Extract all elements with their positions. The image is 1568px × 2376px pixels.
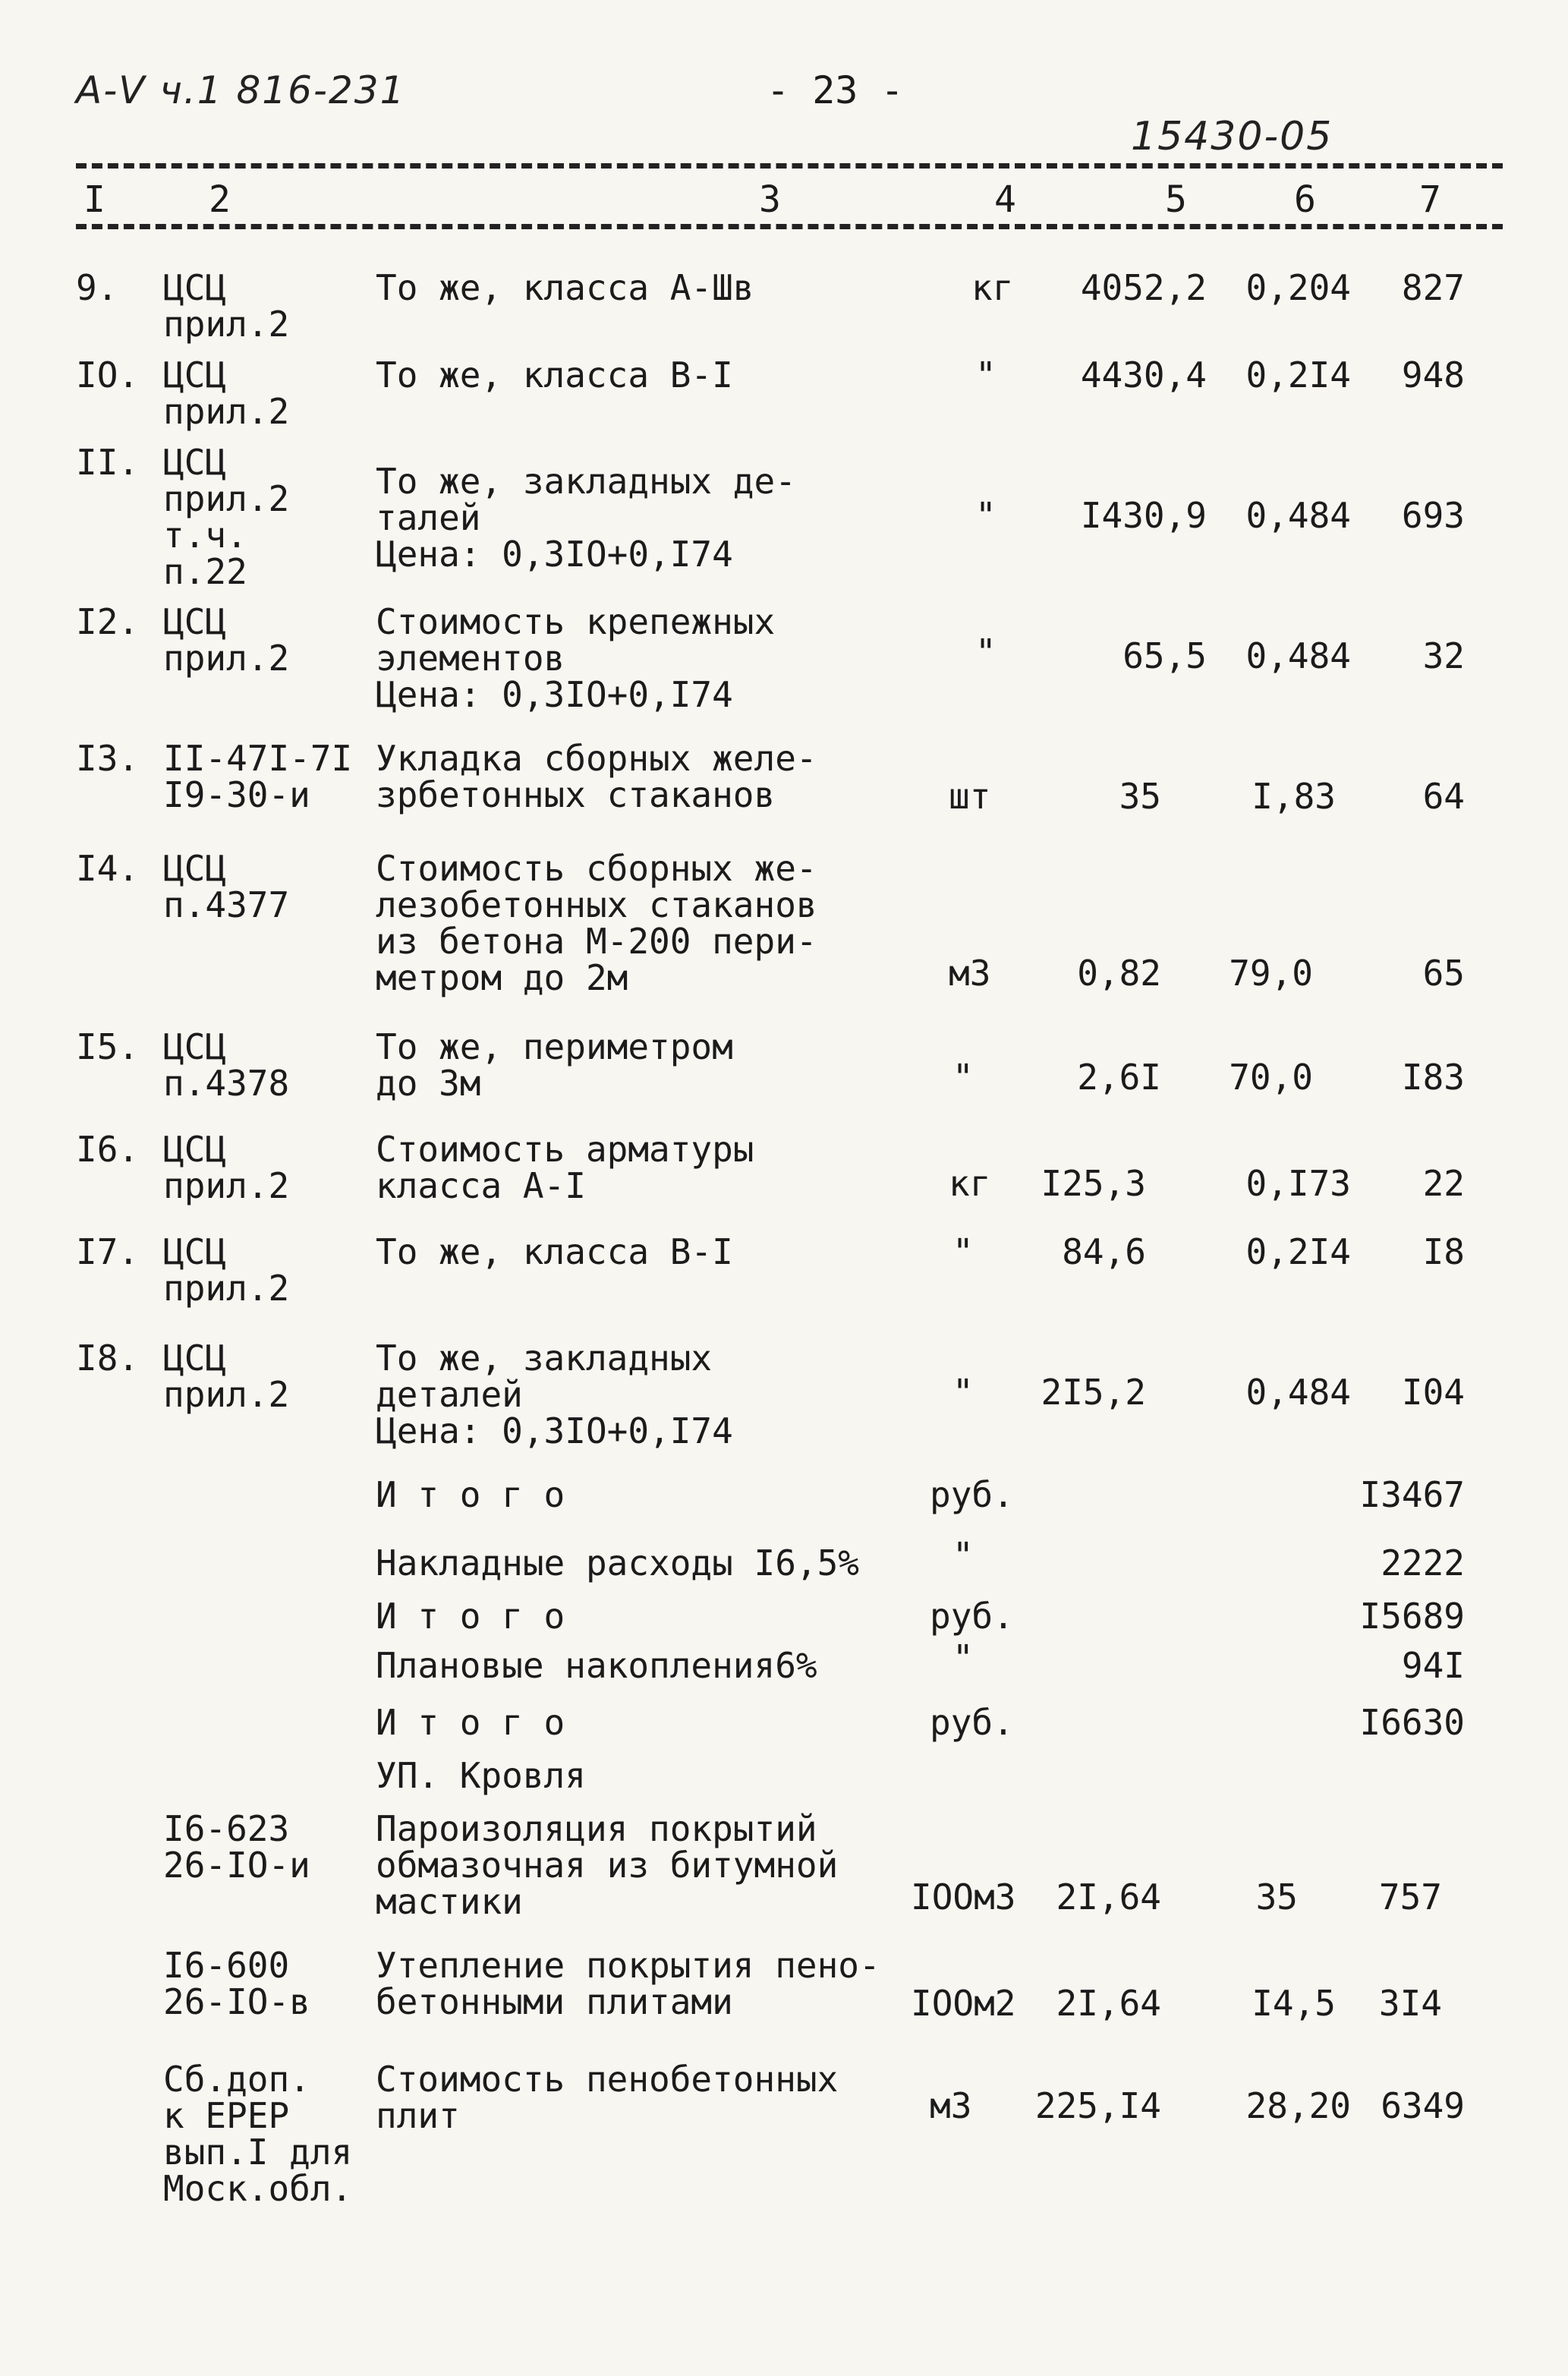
row-unit-price: 0,484 [1245,635,1351,676]
row-cost: 827 [1401,267,1465,308]
overhead-value: 2222 [1381,1543,1465,1583]
row-cost: 64 [1422,776,1465,817]
row-unit-price: I4,5 [1252,1983,1336,2024]
column-header-6: 6 [1294,178,1316,221]
row-number: I6. [76,1129,140,1170]
total-label: И т о г о [376,1474,565,1515]
total-label: И т о г о [376,1702,565,1743]
row-quantity: 35 [1119,776,1161,817]
row-description: То же, класса А-Шв [376,267,754,308]
row-description: То же, закладных деталей Цена: 0,3IO+0,I74 [376,1338,733,1451]
row-unit: м3 [930,2085,972,2126]
row-description: Стоимость арматуры класса А-I [376,1129,754,1206]
row-unit-price: 0,484 [1245,1372,1351,1413]
page-number: - 23 - [767,68,904,112]
row-reference: ЦСЦ прил.2 [163,267,290,345]
overhead-unit: " [952,1535,974,1576]
row-quantity: 84,6 [1062,1231,1146,1272]
row-unit: м3 [949,953,991,994]
row-quantity: 0,82 [1077,953,1161,994]
row-description: То же, закладных де- талей Цена: 0,3IO+0,I74 [376,461,796,575]
row-unit: шт [949,776,991,817]
row-number: I7. [76,1231,140,1272]
row-unit-price: 35 [1255,1877,1298,1918]
row-description: То же, класса В-I [376,1231,733,1272]
column-header-3: 3 [759,178,781,221]
row-reference: ЦСЦ прил.2 [163,601,290,679]
row-reference: ЦСЦ прил.2 [163,1338,290,1415]
row-unit-price: 28,20 [1245,2085,1351,2126]
document-number: 15430-05 [1131,114,1333,159]
row-quantity: 2I,64 [1056,1983,1161,2024]
row-description: Пароизоляция покрытий обмазочная из битумной мастики [376,1808,839,1922]
row-unit-price: I,83 [1252,776,1336,817]
row-description: То же, периметром до 3м [376,1026,733,1104]
row-number: I3. [76,738,140,779]
row-quantity: 4430,4 [1080,355,1207,395]
row-description: Стоимость пенобетонных плит [376,2059,839,2136]
row-number: I2. [76,601,140,642]
total-value: I5689 [1359,1596,1465,1637]
row-description: Укладка сборных желе- зрбетонных стаканов [376,738,817,815]
row-unit: IOOм2 [911,1983,1016,2024]
row-reference: II-47I-7I I9-30-и [163,738,353,815]
document-code: А-V ч.1 816-231 [76,68,406,112]
section-title: УП. Кровля [376,1755,586,1796]
row-cost: I83 [1401,1057,1465,1098]
column-header-7: 7 [1419,178,1441,221]
column-header-2: 2 [209,178,231,221]
row-unit-price: 0,2I4 [1245,1231,1351,1272]
row-unit: кг [971,267,1014,308]
row-quantity: 2I,64 [1056,1877,1161,1918]
planned-savings-value: 94I [1401,1645,1465,1686]
row-unit: кг [949,1163,991,1204]
row-reference: ЦСЦ прил.2 т.ч. п.22 [163,442,290,592]
row-unit: " [952,1231,974,1272]
row-number: II. [76,442,140,483]
row-quantity: I430,9 [1080,495,1207,536]
row-reference: ЦСЦ прил.2 [163,1129,290,1206]
column-header-5: 5 [1165,178,1187,221]
total-value: I3467 [1359,1474,1465,1515]
total-unit: руб. [930,1702,1014,1743]
column-header-1: I [83,178,105,221]
row-unit: " [952,1372,974,1413]
row-reference: I6-600 26-IO-в [163,1945,310,2022]
row-description: Утепление покрытия пено- бетонными плитами [376,1945,880,2022]
row-cost: 65 [1422,953,1465,994]
row-unit-price: 79,0 [1229,953,1313,994]
row-quantity: 65,5 [1122,635,1207,676]
row-number: I4. [76,848,140,889]
row-number: I8. [76,1338,140,1379]
row-quantity: 2I5,2 [1041,1372,1146,1413]
total-label: И т о г о [376,1596,565,1637]
row-unit-price: 0,484 [1245,495,1351,536]
row-quantity: 4052,2 [1080,267,1207,308]
row-reference: ЦСЦ п.4378 [163,1026,290,1104]
row-unit-price: 0,2I4 [1245,355,1351,395]
total-unit: руб. [930,1474,1014,1515]
row-unit: " [952,1057,974,1098]
row-description: Стоимость сборных же- лезобетонных стаканов из бетона М-200 пери- метром до 2м [376,848,817,998]
planned-savings-label: Плановые накопления6% [376,1645,817,1686]
total-unit: руб. [930,1596,1014,1637]
overhead-label: Накладные расходы I6,5% [376,1543,859,1583]
row-cost: 948 [1401,355,1465,395]
row-unit: " [975,495,997,536]
row-description: То же, класса В-I [376,355,733,395]
row-number: IO. [76,355,140,395]
header-divider [76,163,1503,169]
row-cost: 757 [1378,1877,1442,1918]
column-header-divider [76,224,1503,229]
row-unit: IOOм3 [911,1877,1016,1918]
row-cost: I04 [1401,1372,1465,1413]
row-unit-price: 70,0 [1229,1057,1313,1098]
total-value: I6630 [1359,1702,1465,1743]
row-reference: ЦСЦ прил.2 [163,355,290,432]
row-unit-price: 0,204 [1245,267,1351,308]
row-unit: " [975,632,997,673]
row-cost: 22 [1422,1163,1465,1204]
row-number: 9. [76,267,118,308]
planned-savings-unit: " [952,1637,974,1678]
row-cost: I8 [1422,1231,1465,1272]
row-unit-price: 0,I73 [1245,1163,1351,1204]
row-cost: 693 [1401,495,1465,536]
row-quantity: I25,3 [1041,1163,1146,1204]
row-cost: 6349 [1381,2085,1465,2126]
row-reference: ЦСЦ прил.2 [163,1231,290,1309]
row-quantity: 225,I4 [1034,2085,1161,2126]
row-quantity: 2,6I [1077,1057,1161,1098]
row-reference: ЦСЦ п.4377 [163,848,290,925]
row-reference: Сб.доп. к ЕРЕР вып.I для Моск.обл. [163,2059,353,2209]
row-number: I5. [76,1026,140,1067]
row-unit: " [975,355,997,395]
row-cost: 32 [1422,635,1465,676]
row-description: Стоимость крепежных элементов Цена: 0,3IO+0,I74 [376,601,776,715]
row-cost: 3I4 [1378,1983,1442,2024]
row-reference: I6-623 26-IO-и [163,1808,310,1886]
column-header-4: 4 [994,178,1016,221]
